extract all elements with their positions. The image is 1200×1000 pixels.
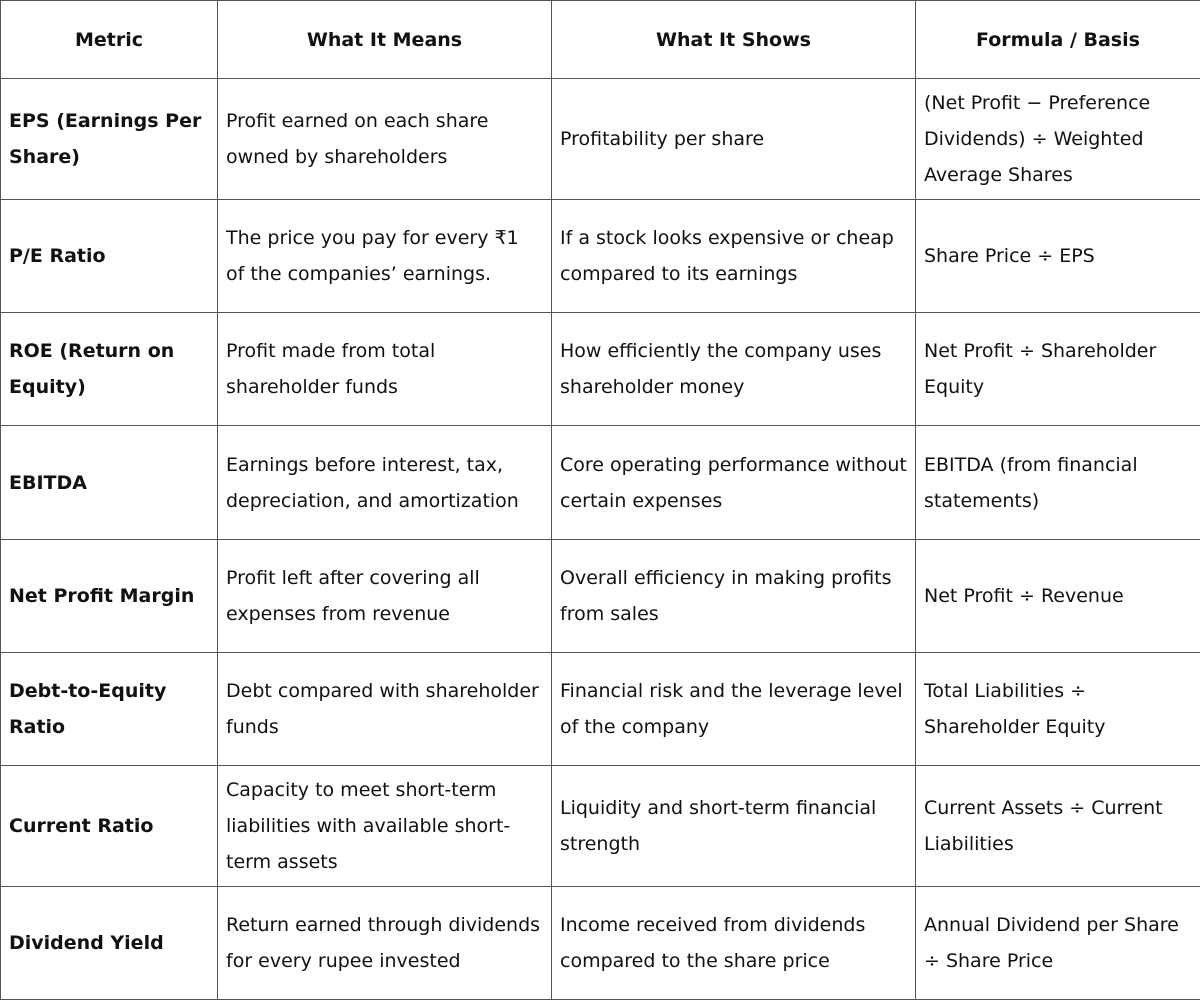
table-row [1, 653, 1200, 766]
table-row [1, 313, 1200, 426]
header-formula-basis: Formula / Basis [916, 1, 1200, 79]
header-metric: Metric [1, 1, 218, 79]
shows-cell: How efficiently the company uses shareholder money [552, 313, 916, 426]
table-row [1, 766, 1200, 887]
means-cell: Debt compared with shareholder funds [218, 653, 552, 766]
means-cell: Profit made from total shareholder funds [218, 313, 552, 426]
table-row [1, 887, 1200, 1000]
means-cell: Return earned through dividends for every rupee invested [218, 887, 552, 1000]
metric-cell: Debt-to-Equity Ratio [1, 653, 218, 766]
shows-cell: Overall efficiency in making profits from sales [552, 540, 916, 653]
metric-cell: Net Profit Margin [1, 540, 218, 653]
table-row [1, 540, 1200, 653]
metric-cell: Current Ratio [1, 766, 218, 887]
formula-cell: Annual Dividend per Share ÷ Share Price [916, 887, 1200, 1000]
shows-cell: Profitability per share [552, 79, 916, 200]
shows-cell: Income received from dividends compared to the share price [552, 887, 916, 1000]
metric-cell: ROE (Return on Equity) [1, 313, 218, 426]
means-cell: Capacity to meet short-term liabilities with available short-term assets [218, 766, 552, 887]
formula-cell: Net Profit ÷ Shareholder Equity [916, 313, 1200, 426]
formula-cell: (Net Profit − Preference Dividends) ÷ Weighted Average Shares [916, 79, 1200, 200]
metric-cell: EBITDA [1, 426, 218, 540]
table-row [1, 426, 1200, 540]
shows-cell: Liquidity and short-term financial strength [552, 766, 916, 887]
formula-cell: Net Profit ÷ Revenue [916, 540, 1200, 653]
formula-cell: Share Price ÷ EPS [916, 200, 1200, 313]
metric-cell: Dividend Yield [1, 887, 218, 1000]
shows-cell: Financial risk and the leverage level of the company [552, 653, 916, 766]
formula-cell: Current Assets ÷ Current Liabilities [916, 766, 1200, 887]
header-what-it-means: What It Means [218, 1, 552, 79]
table-header-row [1, 1, 1200, 79]
means-cell: The price you pay for every ₹1 of the companies’ earnings. [218, 200, 552, 313]
formula-cell: EBITDA (from financial statements) [916, 426, 1200, 540]
means-cell: Earnings before interest, tax, depreciation, and amortization [218, 426, 552, 540]
table-row [1, 79, 1200, 200]
formula-cell: Total Liabilities ÷ Shareholder Equity [916, 653, 1200, 766]
shows-cell: Core operating performance without certain expenses [552, 426, 916, 540]
header-what-it-shows: What It Shows [552, 1, 916, 79]
means-cell: Profit earned on each share owned by shareholders [218, 79, 552, 200]
means-cell: Profit left after covering all expenses from revenue [218, 540, 552, 653]
metric-cell: P/E Ratio [1, 200, 218, 313]
table-row [1, 200, 1200, 313]
shows-cell: If a stock looks expensive or cheap compared to its earnings [552, 200, 916, 313]
metric-cell: EPS (Earnings Per Share) [1, 79, 218, 200]
